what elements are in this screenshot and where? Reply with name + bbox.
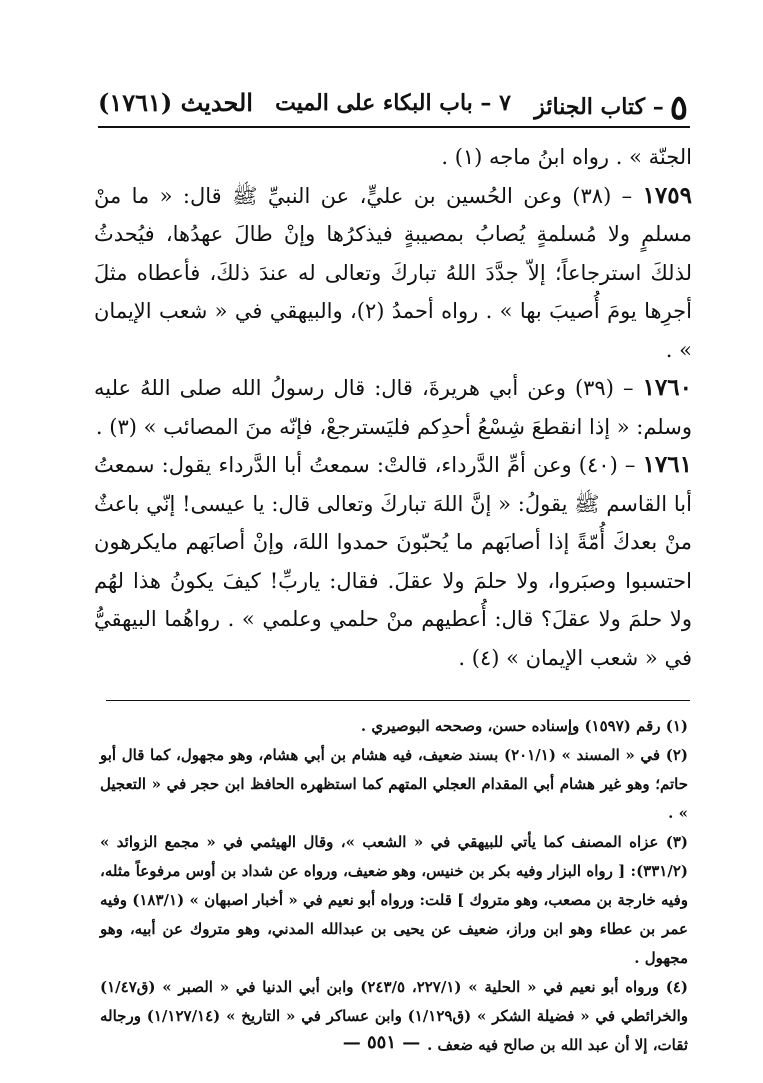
- hadith-1759: [94, 177, 692, 370]
- footnotes: [100, 712, 688, 1060]
- chapter-title: ٧ – باب البكاء على الميت: [275, 90, 511, 116]
- hadith-number: ١٧٦١: [642, 451, 692, 478]
- footnote-3: (٣) عزاه المصنف كما يأتي للبيهقي في « الشعب »، وقال الهيثمي في « مجمع الزوائد » (٣٣١/٢): [ رواه البزار وفيه بكر بن خنيس، وهو ضعيف، ورواه عن شداد بن أوس مرفوعاً مثله، وفيه خارجة بن مصعب، وهو متروك ] قلت: ورواه أبو نعيم في « أخبار اصبهان » (١٨٣/١) وفيه عمر بن عطاء وهو ابن وراز، ضعيف عن يحيى بن عبدالله المدني، وهو متروك عن أبيه، وهو مجهول .: [100, 833, 688, 967]
- hadith-1760: [94, 369, 692, 446]
- hadith-number: ١٧٥٩: [642, 181, 692, 209]
- footnote-2: (٢) في « المسند » (٢٠١/١) بسند ضعيف، فيه هشام بن أبي هشام، وهو مجهول، كما قال أبو حاتم؛ وهو غير هشام أبي المقدام العجلي المتهم كما استظهره الحافظ ابن حجر في « التعجيل » .: [100, 746, 689, 822]
- main-text: [94, 138, 692, 677]
- section-number: ٥: [669, 88, 688, 128]
- hadith-1761: [94, 446, 692, 677]
- page-header: [98, 76, 688, 126]
- footnote-divider: [106, 700, 690, 701]
- page-number: — ٥٥١ —: [342, 1032, 421, 1053]
- continuation-paragraph: الجنّة » . رواه ابنُ ماجه (١) .: [441, 145, 692, 169]
- hadith-text: – (٣٨) وعن الحُسين بن عليٍّ، عن النبيِّ ﷺ قال: « ما منْ مسلمٍ ولا مُسلمةٍ يُصابُ بمصيبةٍ فيذكرُها وإنْ طالَ عهدُها، فيُحدثُ لذلكَ استرجاعاً؛ إلاّ جدَّدَ اللهُ تباركَ وتعالى له عندَ ذلكَ، فأعطاه مثلَ أجرِها يومَ أُصيبَ بها » . رواه أحمدُ (٢)، والبيهقي في « شعب الإيمان » .: [94, 183, 692, 362]
- footnote-4: (٤) ورواه أبو نعيم في « الحلية » (٢٢٧/١، ٢٤٣/٥) وابن أبي الدنيا في « الصبر » (ق١/٤٧) والخرائطي في « فضيلة الشكر » (ق١/١٢٩) وابن عساكر في « التاريخ » (١/١٢٧/١٤) ورجاله ثقات، إلا أن عبد الله بن صالح فيه ضعف .: [100, 978, 688, 1054]
- hadith-number: ١٧٦٠: [642, 374, 692, 401]
- hadith-text: – (٣٩) وعن أبي هريرةَ، قال: قال رسولُ الله صلى اللهُ عليه وسلم: « إذا انقطعَ شِسْعُ أحدِكم فليَسترجعْ، فإنّه منَ المصائب » (٣) .: [94, 376, 692, 439]
- hadith-range: الحديث (١٧٦١): [98, 88, 253, 117]
- section-title: – كتاب الجنائز: [534, 94, 664, 120]
- header-divider: [98, 126, 690, 128]
- hadith-text: – (٤٠) وعن أمِّ الدَّرداء، قالتْ: سمعتُ أبا الدَّرداء يقول: سمعتُ أبا القاسم ﷺ يقولُ: « إنَّ اللهَ تباركَ وتعالى قال: يا عيسى! إنّي باعثٌ منْ بعدكَ أُمّةً إذا أصابَهم ما يُحبّونَ حمدوا اللهَ، وإنْ أصابَهم مايكرهون احتسبوا وصبَروا، ولا حلمَ ولا عقلَ. فقال: ياربِّ! كيفَ يكونُ هذا لهُم ولا حلمَ ولا عقلَ؟ قال: أُعطيهم منْ حلمي وعلمي » . رواهُما البيهقيُّ في « شعب الإيمان » (٤) .: [94, 453, 692, 670]
- footnote-1: (١) رقم (١٥٩٧) وإسناده حسن، وصححه البوصيري .: [360, 717, 688, 735]
